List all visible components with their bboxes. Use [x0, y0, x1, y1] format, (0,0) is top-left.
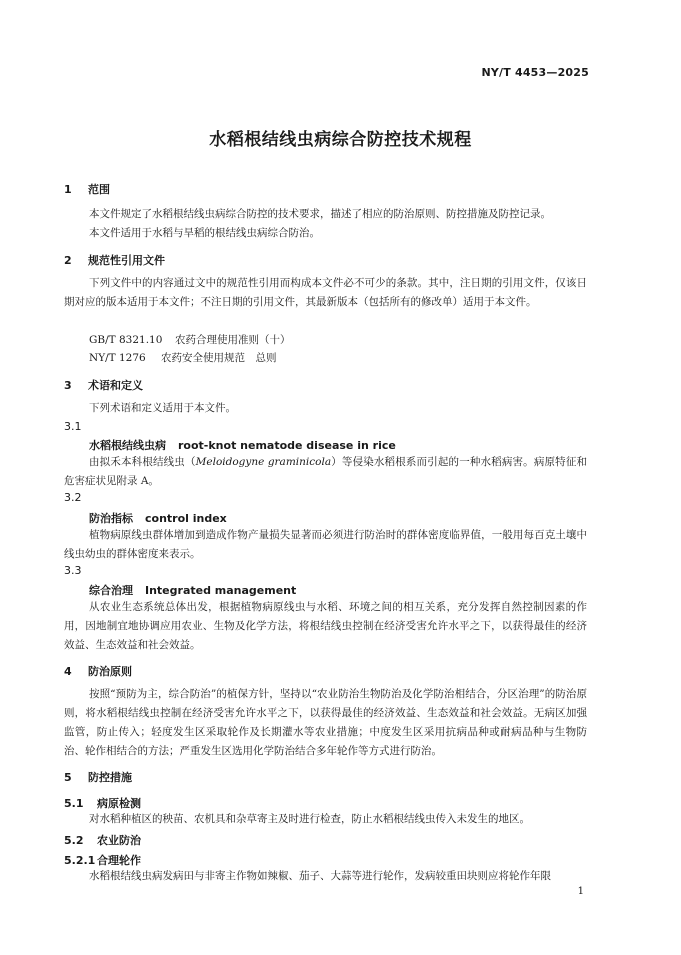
section-number: 4 [64, 665, 72, 678]
section-1-paragraph-1: 本文件规定了水稻根结线虫病综合防控的技术要求，描述了相应的防治原则、防控措施及防控记录。 [89, 208, 551, 220]
section-title: 防控措施 [88, 771, 132, 784]
term-3-1-number: 3.1 [64, 420, 82, 433]
section-4-heading [64, 663, 132, 679]
reference-code: GB/T 8321.10 [89, 334, 163, 346]
reference-name: 农药安全使用规范 总则 [161, 352, 277, 364]
section-1-heading [64, 181, 110, 197]
section-5-1-paragraph-1: 对水稻种植区的秧苗、农机具和杂草寄主及时进行检查，防止水稻根结线虫传入未发生的地区。 [89, 813, 530, 825]
term-3-1-heading [89, 437, 396, 453]
reference-1 [89, 331, 291, 350]
term-3-2-definition: 植物病原线虫群体增加到造成作物产量损失显著而必须进行防治时的群体密度临界值，一般用每百克土壤中线虫幼虫的群体密度来表示。 [64, 529, 587, 560]
term-3-3-heading [89, 582, 296, 598]
section-title: 农业防治 [97, 834, 141, 847]
section-1-paragraph-2: 本文件适用于水稻与旱稻的根结线虫病综合防治。 [89, 227, 320, 239]
section-5-2-heading [64, 832, 141, 848]
section-3-heading [64, 377, 143, 393]
section-5-2-1-paragraph-1: 水稻根结线虫病发病田与非寄主作物如辣椒、茄子、大蒜等进行轮作，发病较重田块则应将轮作年限 [89, 870, 551, 882]
section-number: 5 [64, 771, 72, 784]
section-5-2-1-heading [64, 852, 141, 868]
section-2-heading [64, 252, 165, 268]
document-title: 水稻根结线虫病综合防控技术规程 [209, 130, 472, 150]
term-3-2-heading [89, 510, 227, 526]
term-chinese: 水稻根结线虫病 [89, 439, 166, 452]
reference-name: 农药合理使用准则（十） [175, 334, 291, 346]
latin-species-name: Meloidogyne graminicola [195, 456, 332, 468]
term-chinese: 防治指标 [89, 512, 133, 525]
section-3-paragraph-1: 下列术语和定义适用于本文件。 [89, 402, 236, 414]
term-chinese: 综合治理 [89, 584, 133, 597]
term-english: root-knot nematode disease in rice [178, 439, 396, 452]
section-title: 规范性引用文件 [88, 254, 165, 267]
page-number: 1 [577, 886, 584, 897]
section-title: 合理轮作 [97, 854, 141, 867]
section-title: 术语和定义 [88, 379, 143, 392]
section-number: 5.2.1 [64, 854, 96, 867]
term-3-2-number: 3.2 [64, 491, 82, 504]
term-3-1-definition: 由拟禾本科根结线虫（Meloidogyne graminicola）等侵染水稻根系而引起的一种水稻病害。病原特征和危害症状见附录 A。 [64, 456, 587, 487]
term-english: Integrated management [145, 584, 297, 597]
section-4-paragraph-1: 按照“预防为主，综合防治”的植保方针，坚持以“农业防治生物防治及化学防治相结合，分区治理”的防治原则，将水稻根结线虫控制在经济受害允许水平之下，以获得最佳的经济效益、生态效益和社会效益。无病区加强监管，防止传入；轻度发生区采取轮作及长期灌水等农业措施；中度发生区采用抗病品种或耐病品种与生物防治、轮作相结合的方法；严重发生区选用化学防治结合多年轮作等方式进行防治。 [64, 688, 587, 757]
section-title: 防治原则 [88, 665, 132, 678]
section-number: 2 [64, 254, 72, 267]
section-number: 5.2 [64, 834, 84, 847]
section-number: 1 [64, 183, 72, 196]
section-2-paragraph-1: 下列文件中的内容通过文中的规范性引用而构成本文件必不可少的条款。其中，注日期的引用文件，仅该日期对应的版本适用于本文件；不注日期的引用文件，其最新版本（包括所有的修改单）适用于本文件。 [64, 277, 587, 308]
reference-code: NY/T 1276 [89, 352, 146, 364]
section-title: 病原检测 [97, 797, 141, 810]
term-3-3-definition: 从农业生态系统总体出发，根据植物病原线虫与水稻、环境之间的相互关系，充分发挥自然控制因素的作用，因地制宜地协调应用农业、生物及化学方法，将根结线虫控制在经济受害允许水平之下，以获得最佳的经济效益、生态效益和社会效益。 [64, 601, 587, 651]
term-english: control index [145, 512, 227, 525]
standard-code: NY/T 4453—2025 [481, 66, 589, 79]
section-5-1-heading [64, 795, 141, 811]
reference-2 [89, 349, 277, 368]
section-number: 3 [64, 379, 72, 392]
section-number: 5.1 [64, 797, 84, 810]
section-5-heading [64, 769, 132, 785]
section-title: 范围 [88, 183, 110, 196]
term-3-3-number: 3.3 [64, 564, 82, 577]
